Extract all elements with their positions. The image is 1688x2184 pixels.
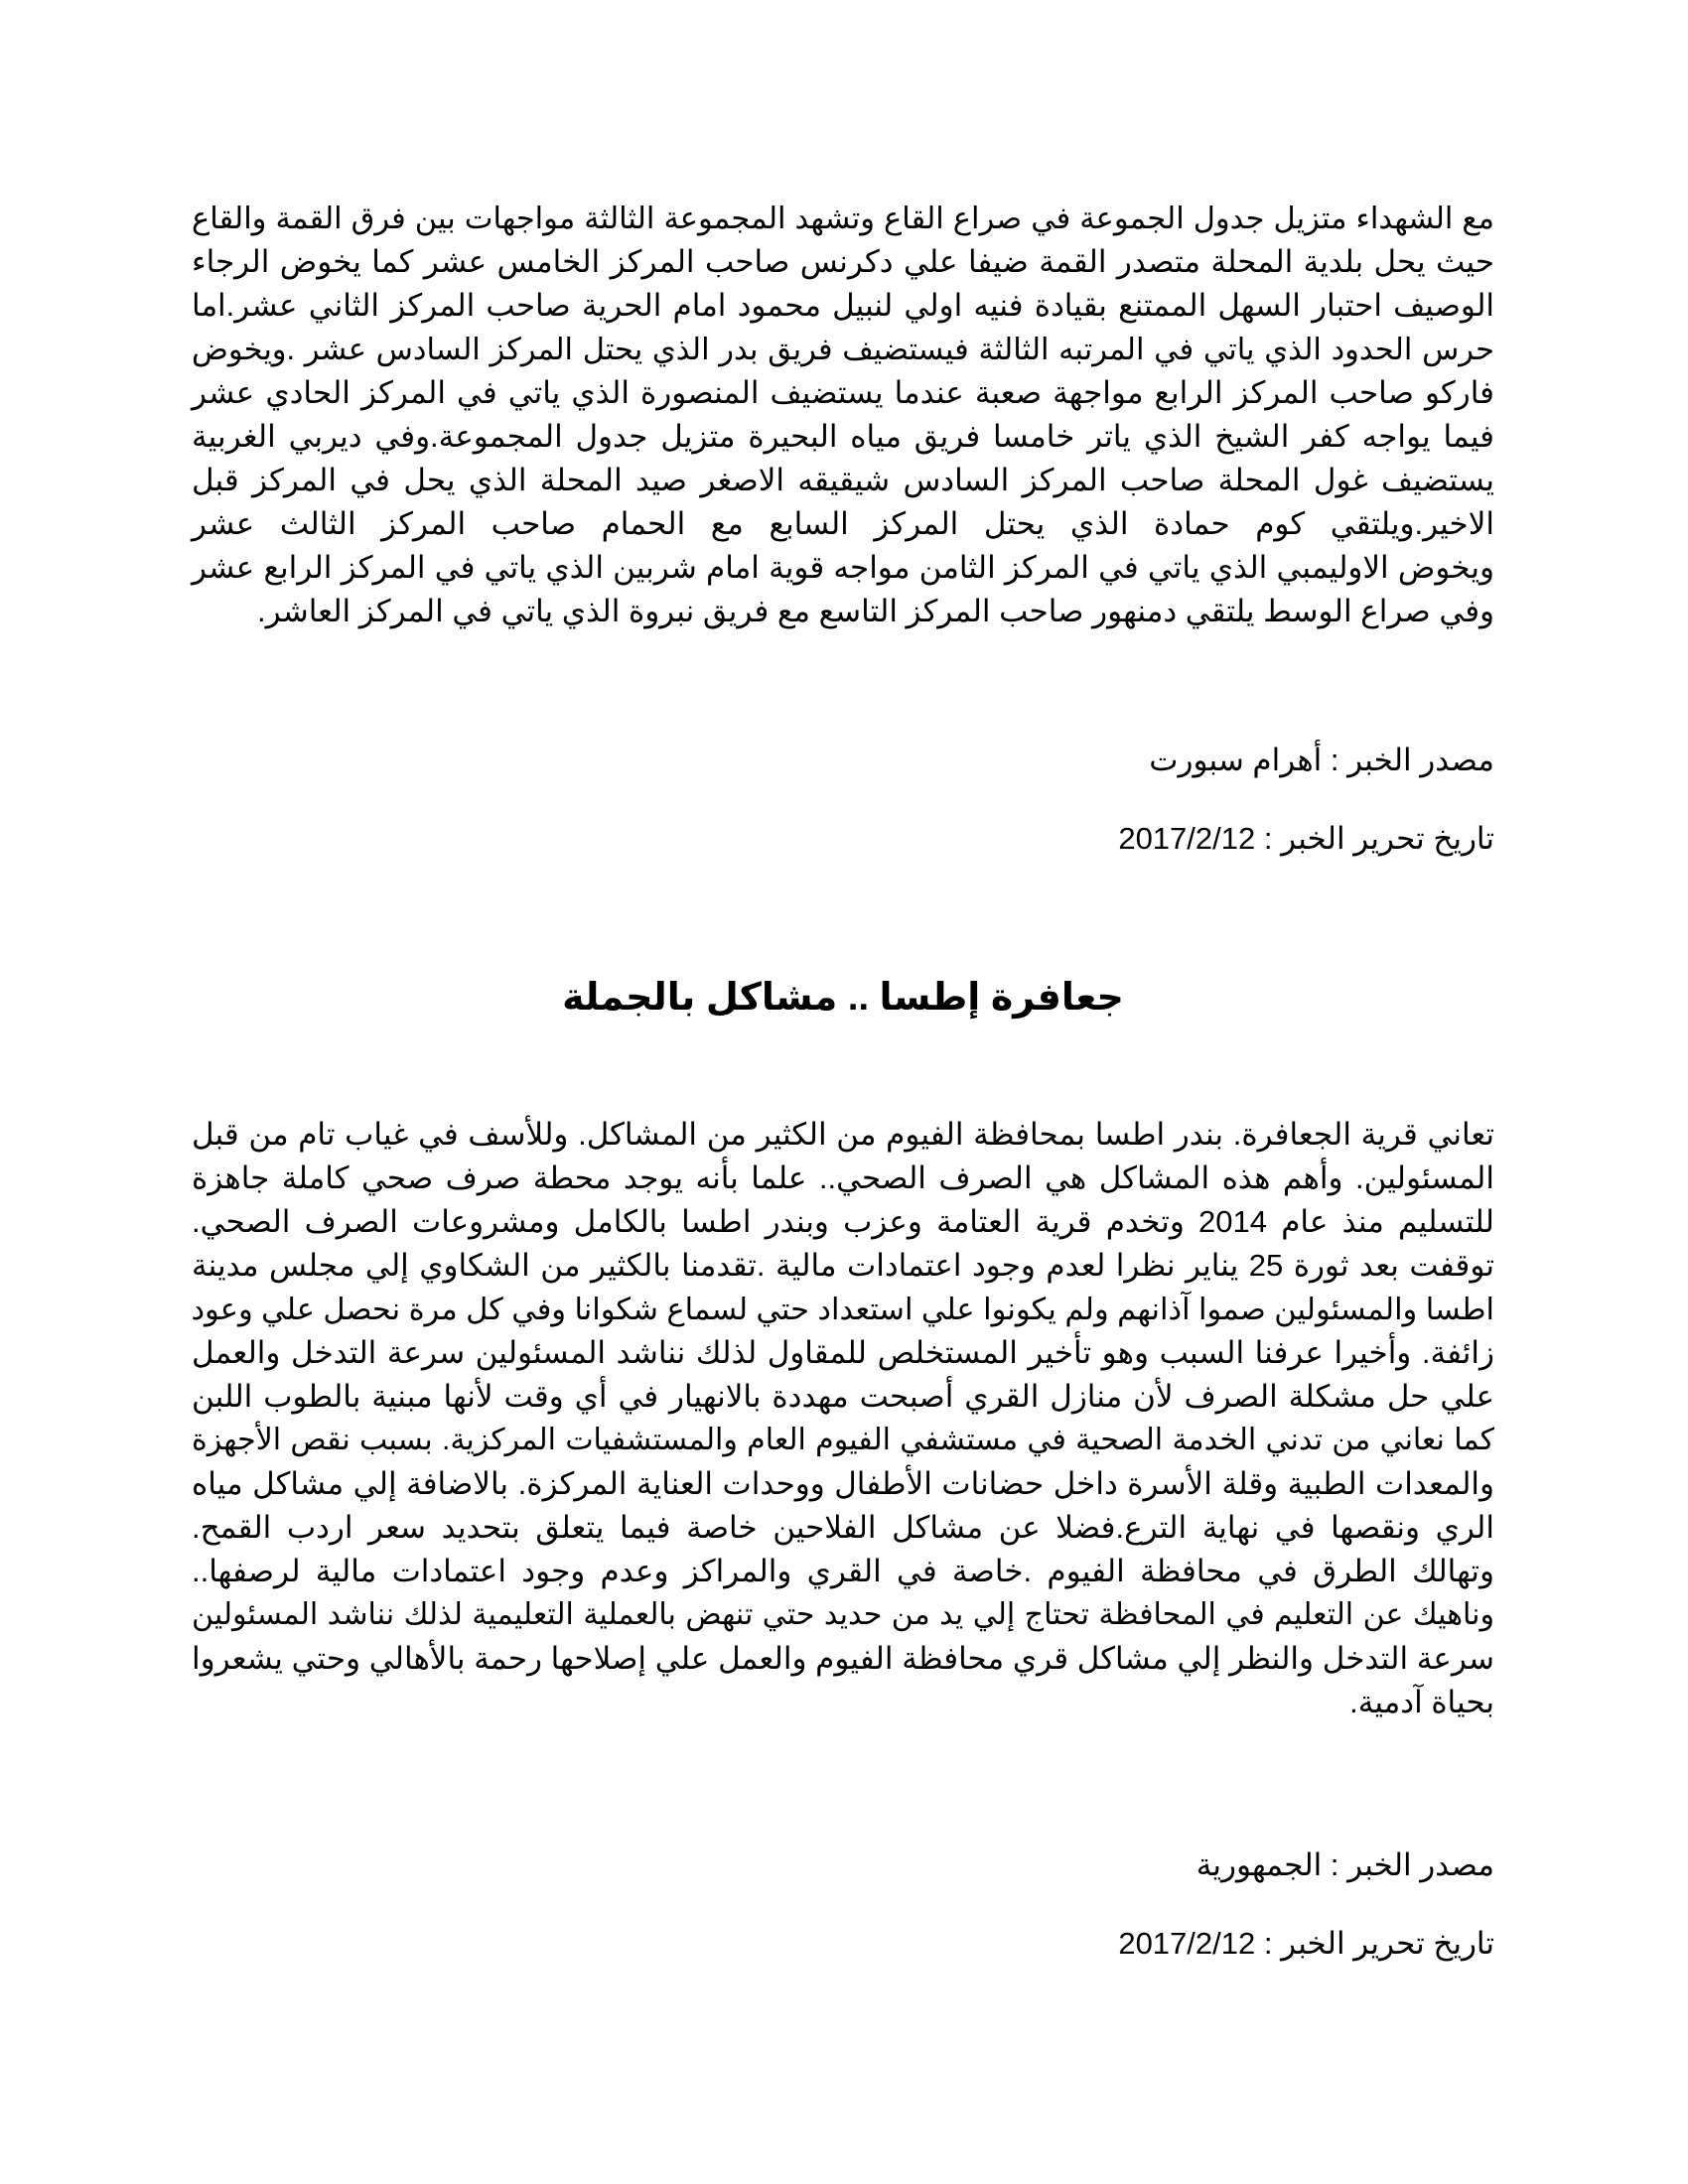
article2-line: والمعدات الطبية وقلة الأسرة داخل حضانات الأطفال ووحدات العناية المركزة. بالاضافة إلي مشاكل مياه xyxy=(192,1466,1494,1501)
article1-body xyxy=(192,197,1494,633)
article2-line: توقفت بعد ثورة 25 يناير نظرا لعدم وجود اعتمادات مالية .تقدمنا بالكثير من الشكاوي إلي مجلس مدينة xyxy=(192,1248,1494,1283)
article2-title: جعافرة إطسا .. مشاكل بالجملة xyxy=(562,977,1124,1019)
article1-line: الوصيف احتبار السهل الممتنع بقيادة فنيه اولي لنبيل محمود امام الحرية صاحب المركز الثاني عشر.اما xyxy=(192,288,1494,323)
article2-source: مصدر الخبر : الجمهورية xyxy=(1196,1847,1494,1882)
article2-body xyxy=(192,1113,1494,1724)
article2-line: وناهيك عن التعليم في المحافظة تحتاج إلي يد من حديد حتي تنهض بالعملية التعليمية لذلك نناشد المسئولين xyxy=(192,1598,1494,1631)
article1-line: ويخوض الاوليمبي الذي ياتي في المركز الثامن مواجه قوية امام شربين الذي ياتي في المركز الرابع عشر xyxy=(192,550,1494,585)
article2-date: تاريخ تحرير الخبر : 2017/2/12 xyxy=(1118,1926,1494,1961)
article1-line: فيما يواجه كفر الشيخ الذي ياتر خامسا فريق مياه البحيرة متزيل جدول المجموعة.وفي ديربي الغربية xyxy=(192,419,1494,454)
article1-date: تاريخ تحرير الخبر : 2017/2/12 xyxy=(1118,821,1494,856)
article1-line: وفي صراع الوسط يلتقي دمنهور صاحب المركز التاسع مع فريق نبروة الذي ياتي في المركز العاشر. xyxy=(257,594,1494,628)
article2-line: اطسا والمسئولين صموا آذانهم ولم يكونوا علي استعداد حتي لسماع شكوانا وفي كل مرة نحصل علي وعود xyxy=(191,1293,1494,1326)
article1-line: فاركو صاحب المركز الرابع مواجهة صعبة عندما يستضيف المنصورة الذي ياتي في المركز الحادي عشر xyxy=(192,375,1494,410)
article2-line: الري ونقصها في نهاية الترع.فضلا عن مشاكل الفلاحين خاصة فيما يتعلق بتحديد سعر اردب القمح. xyxy=(192,1510,1494,1545)
article2-line: زائفة. وأخيرا عرفنا السبب وهو تأخير المستخلص للمقاول لذلك نناشد المسئولين سرعة التدخل والعمل xyxy=(192,1335,1494,1370)
article2-line: بحياة آدمية. xyxy=(1349,1685,1494,1719)
article1-line: حرس الحدود الذي ياتي في المرتبه الثالثة فيستضيف فريق بدر الذي يحتل المركز السادس عشر .ويخوض xyxy=(192,333,1494,366)
article2-line: وتهالك الطرق في محافظة الفيوم .خاصة في القري والمراكز وعدم وجود اعتمادات مالية لرصفها.. xyxy=(192,1554,1494,1588)
article1-line: الاخير.ويلتقي كوم حمادة الذي يحتل المركز السابع مع الحمام صاحب المركز الثالث عشر xyxy=(192,506,1494,541)
article2-line: للتسليم منذ عام 2014 وتخدم قرية العتامة وعزب وبندر اطسا بالكامل ومشروعات الصرف الصحي. xyxy=(192,1204,1494,1239)
article2-line: تعاني قرية الجعافرة. بندر اطسا بمحافظة الفيوم من الكثير من المشاكل. وللأسف في غياب تام من قبل xyxy=(192,1117,1494,1152)
article1-line: يستضيف غول المحلة صاحب المركز السادس شيقيقه الاصغر صيد المحلة الذي يحل في المركز قبل xyxy=(192,463,1494,497)
article2-line: كما نعاني من تدني الخدمة الصحية في مستشفي الفيوم العام والمستشفيات المركزية. بسبب نقص الأجهزة xyxy=(192,1424,1494,1456)
article1-line: حيث يحل بلدية المحلة متصدر القمة ضيفا علي دكرنس صاحب المركز الخامس عشر كما يخوض الرجاء xyxy=(192,244,1494,279)
article2-line: المسئولين. وأهم هذه المشاكل هي الصرف الصحي.. علما بأنه يوجد محطة صرف صحي كاملة جاهزة xyxy=(192,1160,1494,1195)
article1-source: مصدر الخبر : أهرام سبورت xyxy=(1149,743,1494,777)
article2-line: سرعة التدخل والنظر إلي مشاكل قري محافظة الفيوم والعمل علي إصلاحها رحمة بالأهالي وحتي يشعروا xyxy=(192,1641,1494,1676)
article1-line: مع الشهداء متزيل جدول الجموعة في صراع القاع وتشهد المجموعة الثالثة مواجهات بين فرق القمة والقاع xyxy=(192,202,1494,235)
article2-line: علي حل مشكلة الصرف لأن منازل القري أصبحت مهددة بالانهيار في أي وقت لأنها مبنية بالطوب اللبن xyxy=(192,1379,1494,1414)
